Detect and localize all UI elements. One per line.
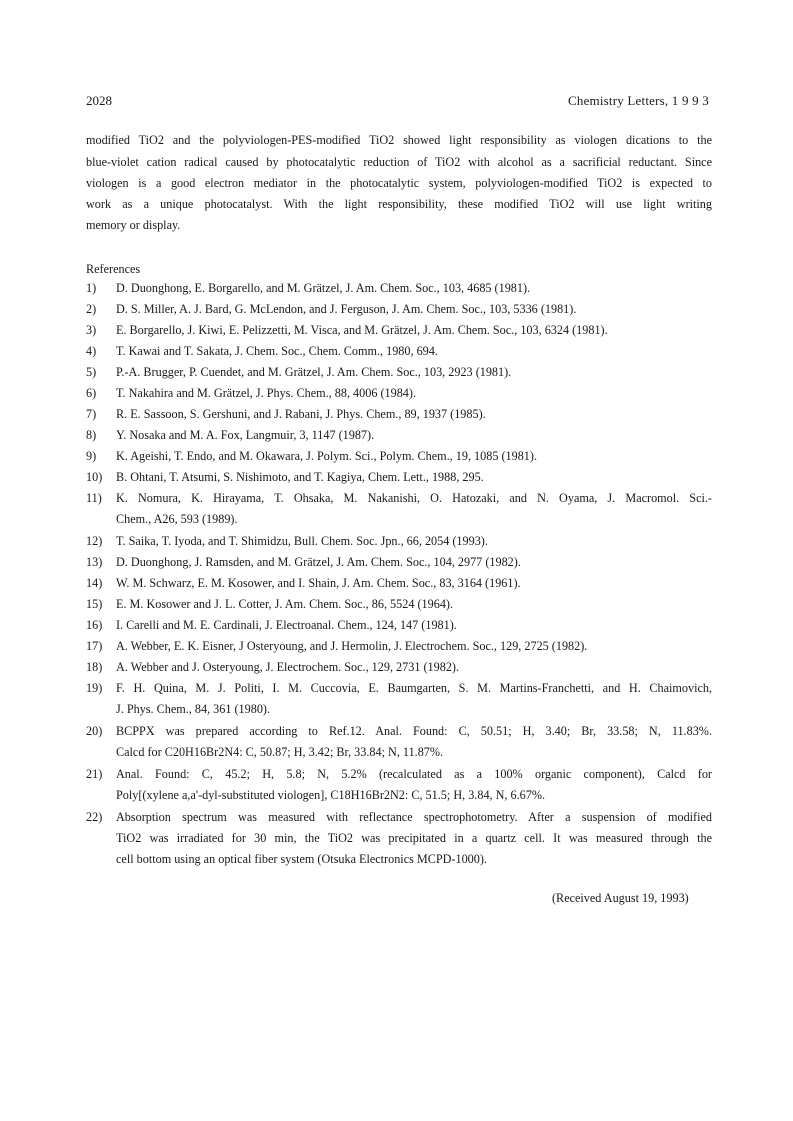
body-line: viologen is a good electron mediator in the photocatalytic system, polyviologen-modified TiO2 is expected to (86, 176, 712, 190)
reference-text: E. Borgarello, J. Kiwi, E. Pelizzetti, M. Visca, and M. Grätzel, J. Am. Chem. Soc., 103, 6324 (1981). (116, 323, 608, 337)
reference-number: 2) (86, 302, 97, 316)
reference-number: 14) (86, 576, 103, 590)
reference-number: 15) (86, 597, 103, 611)
reference-number: 5) (86, 365, 97, 379)
reference-number: 20) (86, 724, 103, 738)
reference-text: A. Webber and J. Osteryoung, J. Electrochem. Soc., 129, 2731 (1982). (116, 660, 460, 674)
body-line: blue-violet cation radical caused by photocatalytic reduction of TiO2 with alcohol as a sacrificial reductant. Since (86, 155, 712, 169)
reference-text: D. S. Miller, A. J. Bard, G. McLendon, and J. Ferguson, J. Am. Chem. Soc., 103, 5336 (1981). (116, 302, 577, 316)
reference-text: F. H. Quina, M. J. Politi, I. M. Cuccovia, E. Baumgarten, S. M. Martins-Franchetti, and H. Chaimovich, (116, 681, 712, 695)
reference-number: 13) (86, 555, 103, 569)
reference-text: D. Duonghong, J. Ramsden, and M. Grätzel, J. Am. Chem. Soc., 104, 2977 (1982). (116, 555, 521, 569)
reference-number: 1) (86, 281, 97, 295)
reference-number: 17) (86, 639, 103, 653)
reference-text: K. Ageishi, T. Endo, and M. Okawara, J. Polym. Sci., Polym. Chem., 19, 1085 (1981). (116, 449, 538, 463)
body-line: memory or display. (86, 218, 181, 232)
reference-text: Chem., A26, 593 (1989). (116, 512, 238, 526)
reference-number: 21) (86, 767, 103, 781)
body-line: work as a unique photocatalyst. With the light responsibility, these modified TiO2 will use light writing (86, 197, 712, 211)
reference-text: T. Saika, T. Iyoda, and T. Shimidzu, Bull. Chem. Soc. Jpn., 66, 2054 (1993). (116, 534, 488, 548)
reference-number: 8) (86, 428, 97, 442)
reference-text: I. Carelli and M. E. Cardinali, J. Electroanal. Chem., 124, 147 (1981). (116, 618, 457, 632)
reference-text: T. Nakahira and M. Grätzel, J. Phys. Chem., 88, 4006 (1984). (116, 386, 417, 400)
body-line: modified TiO2 and the polyviologen-PES-modified TiO2 showed light responsibility as viologen dications to the (86, 133, 712, 147)
reference-number: 19) (86, 681, 103, 695)
reference-text: D. Duonghong, E. Borgarello, and M. Grätzel, J. Am. Chem. Soc., 103, 4685 (1981). (116, 281, 531, 295)
reference-number: 6) (86, 386, 97, 400)
reference-number: 22) (86, 810, 103, 824)
reference-text: J. Phys. Chem., 84, 361 (1980). (116, 702, 271, 716)
reference-text: Calcd for C20H16Br2N4: C, 50.87; H, 3.42; Br, 33.84; N, 11.87%. (116, 745, 444, 759)
page-number: 2028 (86, 93, 112, 108)
reference-number: 3) (86, 323, 97, 337)
reference-text: Anal. Found: C, 45.2; H, 5.8; N, 5.2% (recalculated as a 100% organic component), Calcd for (116, 767, 712, 781)
reference-number: 11) (86, 491, 102, 505)
reference-text: P.-A. Brugger, P. Cuendet, and M. Grätzel, J. Am. Chem. Soc., 103, 2923 (1981). (116, 365, 512, 379)
reference-number: 4) (86, 344, 97, 358)
references-heading: References (86, 262, 141, 276)
reference-text: K. Nomura, K. Hirayama, T. Ohsaka, M. Nakanishi, O. Hatozaki, and N. Oyama, J. Macromol. Sci.- (116, 491, 712, 505)
reference-text: A. Webber, E. K. Eisner, J Osteryoung, and J. Hermolin, J. Electrochem. Soc., 129, 2725 (1982). (116, 639, 588, 653)
reference-text: Y. Nosaka and M. A. Fox, Langmuir, 3, 1147 (1987). (116, 428, 375, 442)
reference-text: B. Ohtani, T. Atsumi, S. Nishimoto, and T. Kagiya, Chem. Lett., 1988, 295. (116, 470, 484, 484)
reference-number: 7) (86, 407, 97, 421)
journal-header: Chemistry Letters, 1 9 9 3 (568, 93, 709, 108)
reference-number: 9) (86, 449, 97, 463)
reference-number: 18) (86, 660, 103, 674)
reference-number: 12) (86, 534, 103, 548)
reference-text: Absorption spectrum was measured with reflectance spectrophotometry. After a suspension of modified (116, 810, 712, 824)
reference-number: 16) (86, 618, 103, 632)
reference-text: W. M. Schwarz, E. M. Kosower, and I. Shain, J. Am. Chem. Soc., 83, 3164 (1961). (116, 576, 521, 590)
reference-text: R. E. Sassoon, S. Gershuni, and J. Rabani, J. Phys. Chem., 89, 1937 (1985). (116, 407, 486, 421)
reference-number: 10) (86, 470, 103, 484)
received-date: (Received August 19, 1993) (552, 891, 689, 905)
reference-text: cell bottom using an optical fiber system (Otsuka Electronics MCPD-1000). (116, 852, 487, 866)
reference-text: E. M. Kosower and J. L. Cotter, J. Am. Chem. Soc., 86, 5524 (1964). (116, 597, 454, 611)
reference-text: Poly[(xylene a,a'-dyl-substituted viologen], C18H16Br2N2: C, 51.5; H, 3.84, N, 6.67%. (116, 788, 546, 802)
reference-text: T. Kawai and T. Sakata, J. Chem. Soc., Chem. Comm., 1980, 694. (116, 344, 438, 358)
reference-text: TiO2 was irradiated for 30 min, the TiO2 was precipitated in a quartz cell. It was measured through the (116, 831, 712, 845)
reference-text: BCPPX was prepared according to Ref.12. Anal. Found: C, 50.51; H, 3.40; Br, 33.58; N, 11.83%. (116, 724, 712, 738)
